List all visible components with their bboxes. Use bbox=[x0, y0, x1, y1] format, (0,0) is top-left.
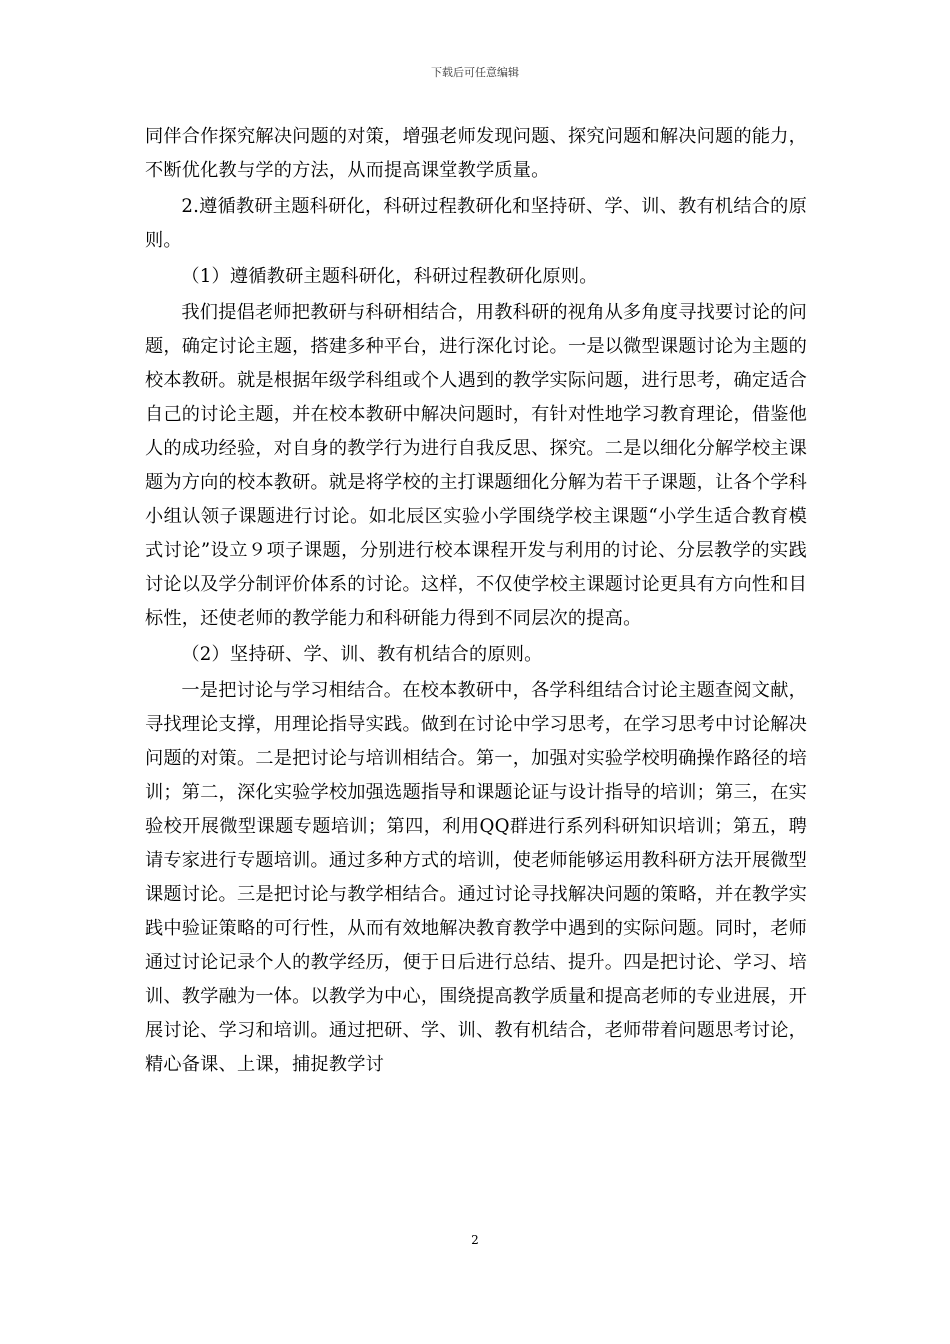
page-header: 下载后可任意编辑 bbox=[431, 66, 519, 79]
paragraph-subheading-1: （1）遵循教研主题科研化，科研过程教研化原则。 bbox=[181, 266, 598, 287]
paragraph-subheading-2: （2）坚持研、学、训、教有机结合的原则。 bbox=[181, 644, 543, 665]
paragraph-continuation: 同伴合作探究解决问题的对策，增强老师发现问题、探究问题和解决问题的能力，不断优化教与学的方法，从而提高课堂教学质量。 bbox=[145, 126, 807, 181]
page-number: 2 bbox=[471, 1233, 479, 1247]
paragraph-body-2: 一是把讨论与学习相结合。在校本教研中，各学科组结合讨论主题查阅文献，寻找理论支撑，用理论指导实践。做到在讨论中学习思考，在学习思考中讨论解决问题的对策。二是把讨论与培训相结合。第一，加强对实验学校明确操作路径的培训；第二，深化实验学校加强选题指导和课题论证与设计指导的培训；第三，在实验校开展微型课题专题培训；第四，利用QQ群进行系列科研知识培训；第五，聘请专家进行专题培训。通过多种方式的培训，使老师能够运用教科研方法开展微型课题讨论。三是把讨论与教学相结合。通过讨论寻找解决问题的策略，并在教学实践中验证策略的可行性，从而有效地解决教育教学中遇到的实际问题。同时，老师通过讨论记录个人的教学经历，便于日后进行总结、提升。四是把讨论、学习、培训、教学融为一体。以教学为中心，围绕提高教学质量和提高老师的专业进展，开展讨论、学习和培训。通过把研、学、训、教有机结合，老师带着问题思考讨论，精心备课、上课，捕捉教学讨 bbox=[145, 680, 807, 1075]
paragraph-principle-heading: 2.遵循教研主题科研化，科研过程教研化和坚持研、学、训、教有机结合的原则。 bbox=[145, 196, 807, 251]
paragraph-body-1: 我们提倡老师把教研与科研相结合，用教科研的视角从多角度寻找要讨论的问题，确定讨论主题，搭建多种平台，进行深化讨论。一是以微型课题讨论为主题的校本教研。就是根据年级学科组或个人遇到的教学实际问题，进行思考，确定适合自己的讨论主题，并在校本教研中解决问题时，有针对性地学习教育理论，借鉴他人的成功经验，对自身的教学行为进行自我反思、探究。二是以细化分解学校主课题为方向的校本教研。就是将学校的主打课题细化分解为若干子课题，让各个学科小组认领子课题进行讨论。如北辰区实验小学围绕学校主课题“小学生适合教育模式讨论”设立９项子课题，分别进行校本课程开发与利用的讨论、分层教学的实践讨论以及学分制评价体系的讨论。这样，不仅使学校主课题讨论更具有方向性和目标性，还使老师的教学能力和科研能力得到不同层次的提高。 bbox=[145, 302, 807, 629]
document-body bbox=[145, 120, 807, 1082]
